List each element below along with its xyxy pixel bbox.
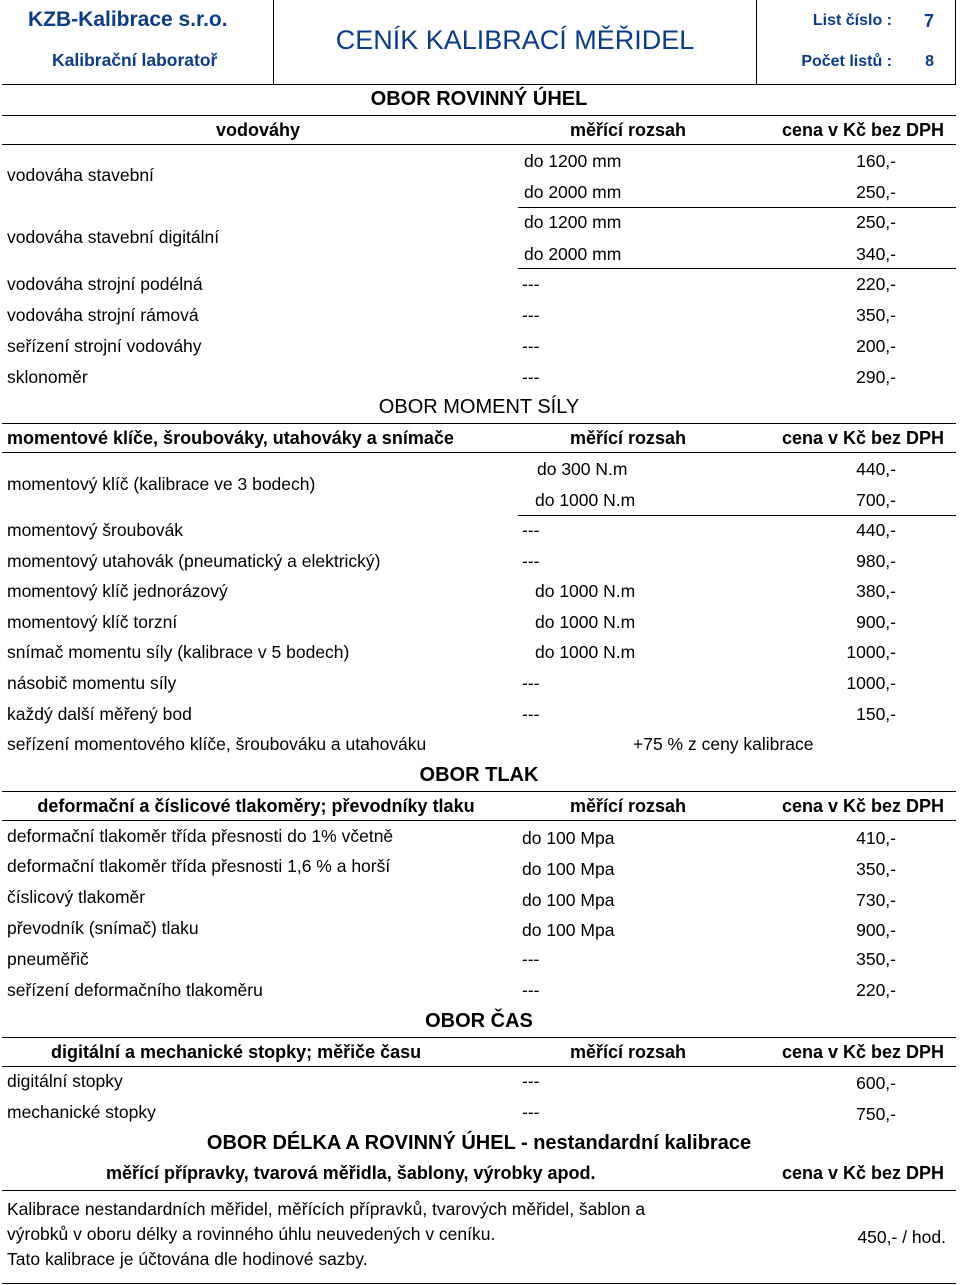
item-name: vodováha stavební digitální — [7, 227, 220, 247]
section-title: OBOR TLAK — [419, 764, 539, 786]
divider — [518, 515, 956, 516]
item-name: pneuměřič — [7, 949, 89, 969]
item-price: 150,- — [856, 704, 896, 724]
item-surcharge: +75 % z ceny kalibrace — [633, 734, 814, 754]
column-header-row — [2, 1037, 956, 1067]
section-title: OBOR ROVINNÝ ÚHEL — [370, 88, 588, 110]
item-name: deformační tlakoměr třída přesnosti 1,6 % a horší — [7, 856, 391, 876]
sheet-count-value: 8 — [925, 53, 934, 70]
column-header-price: cena v Kč bez DPH — [781, 796, 944, 816]
company-name: KZB-Kalibrace s.r.o. — [28, 8, 228, 31]
item-name: seřízení momentového klíče, šroubováku a utahováku — [7, 734, 427, 754]
column-header-item: digitální a mechanické stopky; měřiče času — [51, 1042, 422, 1062]
item-range: do 100 Mpa — [522, 828, 615, 848]
item-price: 200,- — [856, 336, 896, 356]
item-name: převodník (snímač) tlaku — [7, 918, 199, 938]
item-name: digitální stopky — [7, 1071, 123, 1091]
item-price: 440,- — [856, 459, 896, 479]
column-header-item: vodováhy — [216, 120, 301, 140]
column-header-price: cena v Kč bez DPH — [781, 1163, 944, 1183]
column-header-row — [2, 791, 956, 821]
item-name: seřízení strojní vodováhy — [7, 336, 202, 356]
column-header-price: cena v Kč bez DPH — [781, 120, 944, 140]
item-range: --- — [522, 1071, 540, 1091]
description-line: Tato kalibrace je účtována dle hodinové sazby. — [7, 1249, 368, 1269]
item-range: do 1000 N.m — [535, 612, 636, 632]
column-header-item: deformační a číslicové tlakoměry; převodníky tlaku — [37, 796, 475, 816]
item-price: 340,- — [856, 244, 896, 264]
item-price: 440,- — [856, 520, 896, 540]
section-title: OBOR ČAS — [425, 1010, 533, 1032]
item-name: momentový šroubovák — [7, 520, 184, 540]
company-block — [2, 0, 274, 84]
sheet-count-row — [757, 53, 957, 79]
column-header-item: měřící přípravky, tvarová měřidla, šablony, výrobky apod. — [106, 1163, 596, 1183]
document-header — [2, 0, 956, 85]
divider — [518, 207, 956, 208]
item-price: 220,- — [856, 274, 896, 294]
item-range: do 100 Mpa — [522, 859, 615, 879]
item-price: 900,- — [856, 920, 896, 940]
item-name: momentový utahovák (pneumatický a elektrický) — [7, 551, 381, 571]
sheet-number-value: 7 — [923, 11, 934, 31]
item-name: deformační tlakoměr třída přesnosti do 1% včetně — [7, 826, 394, 846]
document-title: CENÍK KALIBRACÍ MĚŘIDEL — [335, 25, 695, 55]
nonstandard-body — [2, 1190, 956, 1284]
item-name: vodováha stavební — [7, 165, 154, 185]
item-range: --- — [522, 949, 540, 969]
column-header-price: cena v Kč bez DPH — [781, 1042, 944, 1062]
hourly-rate: 450,- / hod. — [857, 1227, 946, 1247]
item-price: 250,- — [856, 182, 896, 202]
item-range: --- — [522, 673, 540, 693]
company-subtitle: Kalibrační laboratoř — [52, 50, 218, 70]
divider — [518, 268, 956, 269]
item-range: --- — [522, 520, 540, 540]
item-range: --- — [522, 1102, 540, 1122]
item-price: 1000,- — [846, 673, 896, 693]
item-name: snímač momentu síly (kalibrace v 5 bodech) — [7, 642, 350, 662]
item-price: 600,- — [856, 1073, 896, 1093]
item-name: momentový klíč jednorázový — [7, 581, 228, 601]
item-range: do 2000 mm — [524, 244, 622, 264]
item-price: 410,- — [856, 828, 896, 848]
item-price: 750,- — [856, 1104, 896, 1124]
item-price: 380,- — [856, 581, 896, 601]
item-price: 220,- — [856, 980, 896, 1000]
item-range: --- — [522, 336, 540, 356]
item-range: --- — [522, 980, 540, 1000]
column-header-range: měřící rozsah — [570, 796, 687, 816]
sheet-info-block — [756, 0, 956, 84]
item-name: sklonoměr — [7, 367, 88, 387]
item-name: momentový klíč (kalibrace ve 3 bodech) — [7, 474, 316, 494]
column-header-range: měřící rozsah — [570, 428, 687, 448]
sheet-number-label: List číslo : — [812, 12, 892, 29]
item-price: 980,- — [856, 551, 896, 571]
item-name: seřízení deformačního tlakoměru — [7, 980, 263, 1000]
item-name: mechanické stopky — [7, 1102, 156, 1122]
column-header-item: momentové klíče, šroubováky, utahováky a snímače — [7, 428, 454, 448]
column-header-price: cena v Kč bez DPH — [781, 428, 944, 448]
item-price: 700,- — [856, 490, 896, 510]
item-name: vodováha strojní rámová — [7, 305, 199, 325]
item-range: do 2000 mm — [524, 182, 622, 202]
column-header-row — [2, 115, 956, 145]
item-range: do 100 Mpa — [522, 920, 615, 940]
item-range: --- — [522, 367, 540, 387]
nonstandard-title: OBOR DÉLKA A ROVINNÝ ÚHEL - nestandardní kalibrace — [206, 1132, 752, 1154]
item-range: --- — [522, 274, 540, 294]
item-range: do 1000 N.m — [535, 581, 636, 601]
item-price: 290,- — [856, 367, 896, 387]
sheet-count-label: Počet listů : — [801, 53, 892, 70]
item-range: --- — [522, 551, 540, 571]
item-price: 250,- — [856, 212, 896, 232]
sheet-number-row — [757, 12, 957, 38]
description-line: výrobků v oboru délky a rovinného úhlu neuvedených v ceníku. — [7, 1224, 496, 1244]
item-price: 160,- — [856, 151, 896, 171]
title-block — [274, 0, 756, 84]
column-header-range: měřící rozsah — [570, 1042, 687, 1062]
item-price: 350,- — [856, 305, 896, 325]
item-name: každý další měřený bod — [7, 704, 192, 724]
item-name: momentový klíč torzní — [7, 612, 178, 632]
item-price: 730,- — [856, 890, 896, 910]
item-price: 350,- — [856, 949, 896, 969]
item-range: do 1000 N.m — [535, 490, 636, 510]
nonstandard-column-header — [2, 1159, 956, 1189]
item-name: vodováha strojní podélná — [7, 274, 203, 294]
item-price: 1000,- — [846, 642, 896, 662]
column-header-range: měřící rozsah — [570, 120, 687, 140]
column-header-row — [2, 423, 956, 453]
item-price: 900,- — [856, 612, 896, 632]
nonstandard-description — [7, 1197, 767, 1272]
item-range: do 100 Mpa — [522, 890, 615, 910]
item-range: do 1000 N.m — [535, 642, 636, 662]
section-title: OBOR MOMENT SÍLY — [378, 396, 580, 418]
item-range: --- — [522, 305, 540, 325]
item-range: --- — [522, 704, 540, 724]
item-range: do 1200 mm — [524, 151, 622, 171]
item-name: číslicový tlakoměr — [7, 887, 146, 907]
description-line: Kalibrace nestandardních měřidel, měřících přípravků, tvarových měřidel, šablon a — [7, 1199, 646, 1219]
item-range: do 300 N.m — [537, 459, 628, 479]
item-name: násobič momentu síly — [7, 673, 177, 693]
item-range: do 1200 mm — [524, 212, 622, 232]
item-price: 350,- — [856, 859, 896, 879]
